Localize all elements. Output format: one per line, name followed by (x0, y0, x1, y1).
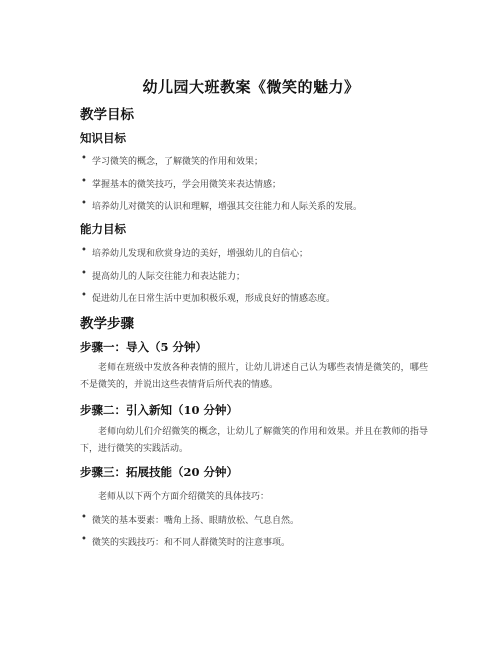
step3-heading: 步骤三：拓展技能（20 分钟） (80, 465, 239, 479)
section-heading-goals: 教学目标 (80, 107, 134, 123)
list-item: • 促进幼儿在日常生活中更加积极乐观，形成良好的情感态度。 (92, 291, 335, 304)
document-title: 幼儿园大班教案《微笑的魅力》 (142, 78, 360, 96)
step3-intro: 老师从以下两个方面介绍微笑的具体技巧： (98, 492, 270, 502)
subheading-knowledge-goals: 知识目标 (80, 131, 126, 145)
step2-heading: 步骤二：引入新知（10 分钟） (80, 403, 239, 417)
list-item: • 培养幼儿发现和欣赏身边的美好，增强幼儿的自信心； (92, 246, 308, 259)
list-item: • 微笑的实践技巧：和不同人群微笑时的注意事项。 (92, 535, 290, 548)
step2-paragraph: 老师向幼儿们介绍微笑的概念，让幼儿了解微笑的作用和效果。并且在教师的指导下，进行微笑的实践活动。 (80, 427, 428, 454)
step1-heading: 步骤一：导入（5 分钟） (80, 340, 208, 354)
subheading-ability-goals: 能力目标 (80, 222, 126, 236)
list-item: • 微笑的基本要素：嘴角上扬、眼睛放松、气息自然。 (92, 513, 299, 526)
list-item: • 掌握基本的微笑技巧，学会用微笑来表达情感； (92, 177, 281, 190)
list-item: • 学习微笑的概念，了解微笑的作用和效果； (92, 154, 263, 167)
section-heading-steps: 教学步骤 (80, 316, 134, 332)
step1-paragraph: 老师在班级中发放各种表情的照片，让幼儿讲述自己认为哪些表情是微笑的，哪些不是微笑的，并说出这些表情背后所代表的情感。 (80, 363, 428, 390)
list-item: • 培养幼儿对微笑的认识和理解，增强其交往能力和人际关系的发展。 (92, 199, 362, 212)
list-item: • 提高幼儿的人际交往能力和表达能力； (92, 269, 245, 282)
